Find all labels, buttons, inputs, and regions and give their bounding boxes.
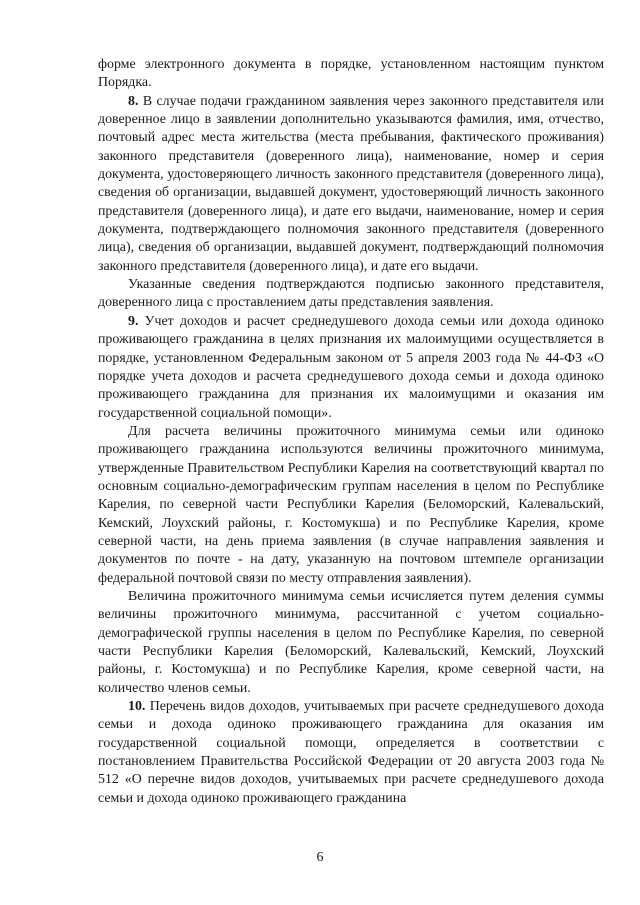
paragraph-text: Перечень видов доходов, учитываемых при расчете среднедушевого дохода семьи и дохода одиноко проживающего гражданина для оказания им государственной социальной помощи, определяется в соответствии с постановлением Правительства Российской Федерации от 20 августа 2003 года № 512 «О перечне видов доходов, учитываемых при расчете среднедушевого дохода семьи и дохода одиноко проживающего гражданина <box>98 699 604 806</box>
paragraph-item-9 <box>98 313 604 423</box>
paragraph-item-8 <box>98 93 604 276</box>
paragraph-text: форме электронного документа в порядке, установленном настоящим пунктом Порядка. <box>98 57 604 91</box>
paragraph-item-10 <box>98 698 604 808</box>
item-number: 8. <box>128 93 139 109</box>
paragraph-text: Величина прожиточного минимума семьи исчисляется путем деления суммы величины прожиточного минимума, рассчитанной с учетом социально-демографической группы населения в целом по Республике Карелия, по северной части Республики Карелия (Беломорский, Калевальский, Кемский, Лоухский районы, г. Костомукша) и по Республике Карелия, кроме северной части, на количество членов семьи. <box>98 588 604 696</box>
page-number: 6 <box>316 850 324 865</box>
paragraph-signature-note <box>98 276 604 313</box>
document-body <box>98 56 604 808</box>
paragraph-family-minimum <box>98 588 604 698</box>
paragraph-text: Указанные сведения подтверждаются подписью законного представителя, доверенного лица с проставлением даты представления заявления. <box>98 277 604 311</box>
paragraph-text: Для расчета величины прожиточного минимума семьи или одиноко проживающего гражданина используются величины прожиточного минимума, утвержденные Правительством Республики Карелия на соответствующий квартал по основным социально-демографическим группам населения в целом по Республике Карелия, по северной части Республики Карелия (Беломорский, Калевальский, Кемский, Лоухский районы, г. Костомукша) и по Республике Карелия, кроме северной части, на день приема заявления (в случае направления заявления и документов по почте - на дату, указанную на почтовом штемпеле организации федеральной почтовой связи по месту отправления заявления). <box>98 423 604 586</box>
paragraph-continuation <box>98 56 604 93</box>
item-number: 9. <box>128 313 139 329</box>
item-number: 10. <box>128 699 146 715</box>
paragraph-text: Учет доходов и расчет среднедушевого дохода семьи или дохода одиноко проживающего гражданина в целях признания их малоимущими осуществляется в порядке, установленном Федеральным законом от 5 апреля 2003 года № 44-ФЗ «О порядке учета доходов и расчета среднедушевого дохода семьи и дохода одиноко проживающего гражданина для признания их малоимущими и оказания им государственной социальной помощи». <box>98 313 604 421</box>
paragraph-subsistence-minimum <box>98 423 604 588</box>
paragraph-text: В случае подачи гражданином заявления через законного представителя или доверенное лицо в заявлении дополнительно указываются фамилия, имя, отчество, почтовый адрес места жительства (места пребывания, фактического проживания) законного представителя (доверенного лица), наименование, номер и серия документа, удостоверяющего личность законного представителя (доверенного лица), сведения об организации, выдавшей документ, удостоверяющий личность законного представителя (доверенного лица), и дате его выдачи, наименование, номер и серия документа, подтверждающего полномочия законного представителя (доверенного лица), сведения об организации, выдавшей документ, подтверждающий полномочия законного представителя (доверенного лица), и дате его выдачи. <box>98 93 604 274</box>
